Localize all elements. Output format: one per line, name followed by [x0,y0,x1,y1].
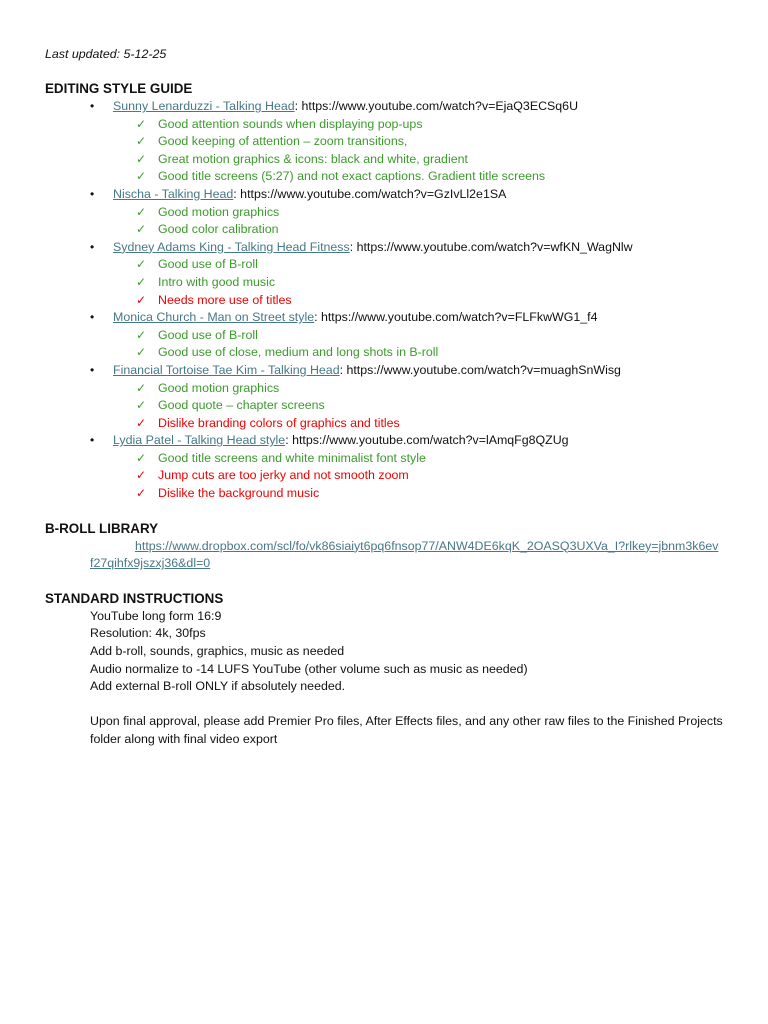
note-text: Good motion graphics [158,380,280,395]
document-page [45,45,725,749]
note-positive [45,344,725,362]
note-negative [45,485,725,503]
bullet-icon: • [90,186,95,201]
broll-heading: B-ROLL LIBRARY [45,520,159,536]
note-text: Good color calibration [158,222,279,237]
note-negative [45,292,725,310]
note-positive [45,116,725,134]
instruction-line: Resolution: 4k, 30fps [90,626,206,641]
note-text: Needs more use of titles [158,292,292,307]
note-text: Great motion graphics & icons: black and white, gradient [158,151,468,166]
reference-item [45,432,725,502]
bullet-icon: • [90,239,95,254]
instructions-block [45,608,725,749]
note-list [45,380,725,433]
broll-library-link[interactable]: https://www.dropbox.com/scl/fo/vk86siaiyt6pq6fnsop77/ANW4DE6kqK_2OASQ3UXVa_I?rlkey=jbnm3k6evf27qihfx9jszxj36&dl=0 [90,538,719,571]
note-positive [45,133,725,151]
instruction-line: Audio normalize to -14 LUFS YouTube (other volume such as music as needed) [90,661,528,676]
note-list [45,204,725,239]
note-positive [45,151,725,169]
note-positive [45,274,725,292]
reference-item [45,98,725,186]
note-positive [45,256,725,274]
last-updated: Last updated: 5-12-25 [45,47,167,61]
note-text: Good use of B-roll [158,327,258,342]
bullet-icon: • [90,99,95,113]
checkmark-icon: ✓ [136,257,147,272]
note-text: Dislike branding colors of graphics and titles [158,415,400,430]
reference-url: : https://www.youtube.com/watch?v=lAmqFg8QZUg [285,433,569,448]
reference-line [45,186,725,204]
note-positive [45,204,725,222]
checkmark-icon: ✓ [136,151,147,166]
reference-link[interactable]: Sunny Lenarduzzi - Talking Head [113,99,295,113]
note-positive [45,380,725,398]
instruction-line: Add external B-roll ONLY if absolutely needed. [90,679,346,694]
reference-link[interactable]: Sydney Adams King - Talking Head Fitness [113,239,350,254]
reference-link[interactable]: Monica Church - Man on Street style [113,310,315,325]
reference-line [45,362,725,380]
note-list [45,450,725,503]
note-list [45,116,725,186]
reference-url: : https://www.youtube.com/watch?v=FLFkwWG1_f4 [314,310,598,325]
checkmark-icon: ✓ [136,169,147,184]
note-positive [45,168,725,186]
checkmark-icon: ✓ [136,398,147,413]
note-positive [45,397,725,415]
reference-line [45,309,725,327]
checkmark-icon: ✓ [136,327,147,342]
reference-line [45,432,725,450]
bullet-icon: • [90,362,95,377]
checkmark-icon: ✓ [136,345,147,360]
instructions-list [90,608,725,696]
checkmark-icon: ✓ [136,274,147,289]
note-positive [45,327,725,345]
note-negative [45,467,725,485]
reference-link[interactable]: Lydia Patel - Talking Head style [113,433,286,448]
checkmark-icon: ✓ [136,468,147,483]
reference-link[interactable]: Financial Tortoise Tae Kim - Talking Head [113,362,340,377]
checkmark-icon: ✓ [136,292,147,307]
bullet-icon: • [90,310,95,325]
instruction-line: Add b-roll, sounds, graphics, music as needed [90,644,345,659]
reference-link[interactable]: Nischa - Talking Head [113,186,234,201]
checkmark-icon: ✓ [136,134,147,149]
checkmark-icon: ✓ [136,380,147,395]
reference-url: : https://www.youtube.com/watch?v=EjaQ3ECSq6U [294,99,579,113]
reference-url: : https://www.youtube.com/watch?v=wfKN_WagNlw [349,239,633,254]
note-list [45,256,725,309]
reference-line [45,239,725,257]
checkmark-icon: ✓ [136,204,147,219]
note-text: Good title screens and white minimalist font style [158,450,426,465]
reference-item [45,239,725,309]
reference-item [45,362,725,432]
checkmark-icon: ✓ [136,415,147,430]
reference-url: : https://www.youtube.com/watch?v=GzIvLl2e1SA [233,186,507,201]
note-text: Intro with good music [158,274,276,289]
checkmark-icon: ✓ [136,450,147,465]
reference-item [45,186,725,239]
note-list [45,327,725,362]
checkmark-icon: ✓ [136,486,147,501]
checkmark-icon: ✓ [136,116,147,131]
note-positive [45,221,725,239]
reference-line [45,98,725,116]
checkmark-icon: ✓ [136,222,147,237]
note-text: Good use of B-roll [158,257,258,272]
final-approval-note: Upon final approval, please add Premier Pro files, After Effects files, and any other raw files to the Finished Projects folder along with final video export [90,714,723,746]
note-negative [45,415,725,433]
note-text: Good keeping of attention – zoom transitions, [158,134,408,149]
reference-url: : https://www.youtube.com/watch?v=muaghSnWisg [339,362,621,377]
instructions-heading: STANDARD INSTRUCTIONS [45,590,224,606]
note-text: Jump cuts are too jerky and not smooth zoom [158,468,409,483]
note-text: Good title screens (5:27) and not exact captions. Gradient title screens [158,169,546,184]
note-text: Good use of close, medium and long shots in B-roll [158,345,439,360]
reference-list [45,98,725,503]
note-text: Good quote – chapter screens [158,398,325,413]
style-guide-heading: EDITING STYLE GUIDE [45,81,193,96]
bullet-icon: • [90,433,95,448]
note-text: Dislike the background music [158,486,320,501]
note-text: Good attention sounds when displaying pop-ups [158,116,423,131]
note-text: Good motion graphics [158,204,280,219]
reference-item [45,309,725,362]
instruction-line: YouTube long form 16:9 [90,608,222,623]
note-positive [45,450,725,468]
